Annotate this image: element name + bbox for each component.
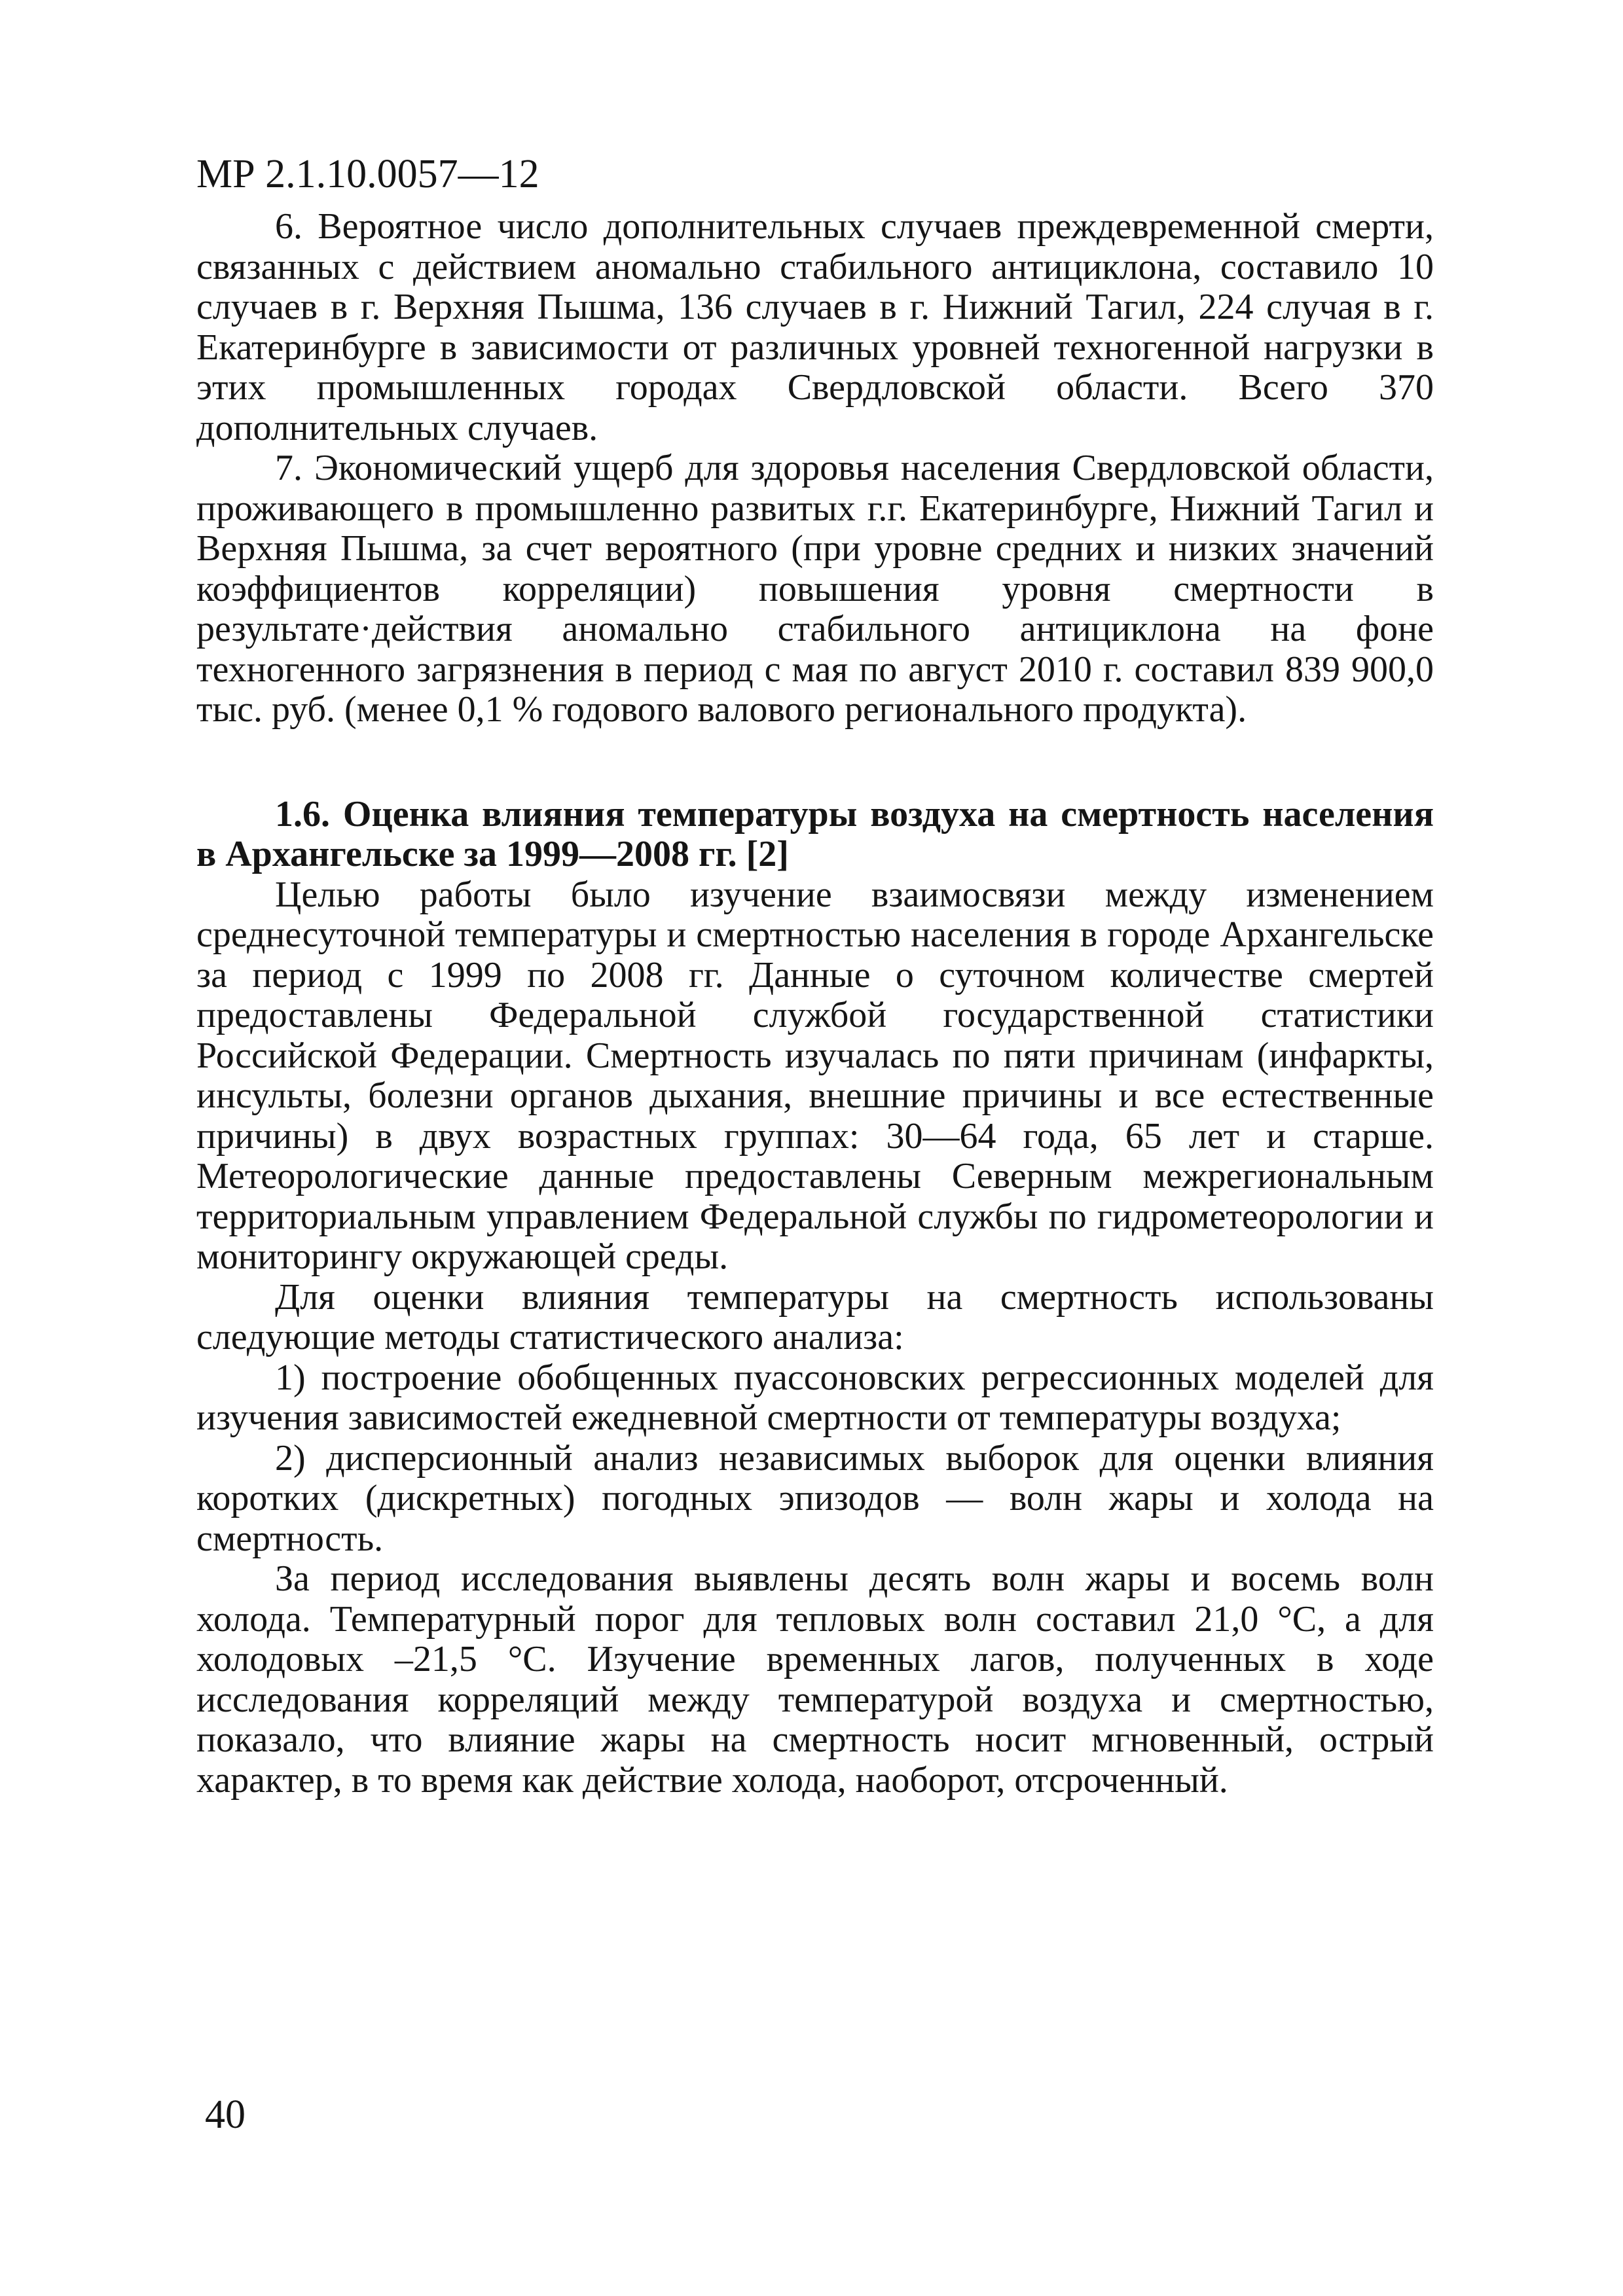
page-content <box>196 151 1434 1801</box>
section-paragraph-purpose: Целью работы было изучение взаимосвязи между изменением среднесуточной температуры и смертностью населения в городе Архангельске за период с 1999 по 2008 гг. Данные о суточном количестве смертей предоставлены Федеральной службой государственной статистики Российской Федерации. Смертность изучалась по пяти причинам (инфаркты, инсульты, болезни органов дыхания, внешние причины и все естественные причины) в двух возрастных группах: 30—64 года, 65 лет и старше. Метеорологические данные предоставлены Северным межрегиональным территориальным управлением Федеральной службы по гидрометеорологии и мониторингу окружающей среды. <box>196 874 1434 1277</box>
document-code: МР 2.1.10.0057—12 <box>196 152 539 196</box>
page-number: 40 <box>205 2092 246 2137</box>
paragraph-item-7: 7. Экономический ущерб для здоровья населения Свердловской области, проживающего в промышленно развитых г.г. Екатеринбурге, Нижний Тагил и Верхняя Пышма, за счет вероятного (при уровне средних и низких значений коэффициентов корреляции) повышения уровня смертности в результате·действия аномально стабильного антициклона на фоне техногенного загрязнения в период с мая по август 2010 г. составил 839 900,0 тыс. руб. (менее 0,1 % годового валового регионального продукта). <box>196 448 1434 730</box>
section-title: 1.6. Оценка влияния температуры воздуха на смертность населения в Архангельске за 1999—2008 гг. [2] <box>196 793 1434 874</box>
section-paragraph-method-2: 2) дисперсионный анализ независимых выборок для оценки влияния коротких (дискретных) погодных эпизодов — волн жары и холода на смертность. <box>196 1437 1434 1559</box>
section-paragraph-results: За период исследования выявлены десять волн жары и восемь волн холода. Температурный порог для тепловых волн составил 21,0 °С, а для холодовых –21,5 °С. Изучение временных лагов, полученных в ходе исследования корреляций между температурой воздуха и смертностью, показало, что влияние жары на смертность носит мгновенный, острый характер, в то время как действие холода, наоборот, отсроченный. <box>196 1558 1434 1801</box>
section-paragraph-method-1: 1) построение обобщенных пуассоновских регрессионных моделей для изучения зависимостей ежедневной смертности от температуры воздуха; <box>196 1357 1434 1438</box>
section-paragraph-methods-intro: Для оценки влияния температуры на смертность использованы следующие методы статистического анализа: <box>196 1276 1434 1357</box>
paragraph-item-6: 6. Вероятное число дополнительных случаев преждевременной смерти, связанных с действием аномально стабильного антициклона, составило 10 случаев в г. Верхняя Пышма, 136 случаев в г. Нижний Тагил, 224 случая в г. Екатеринбурге в зависимости от различных уровней техногенной нагрузки в этих промышленных городах Свердловской области. Всего 370 дополнительных случаев. <box>196 206 1434 448</box>
